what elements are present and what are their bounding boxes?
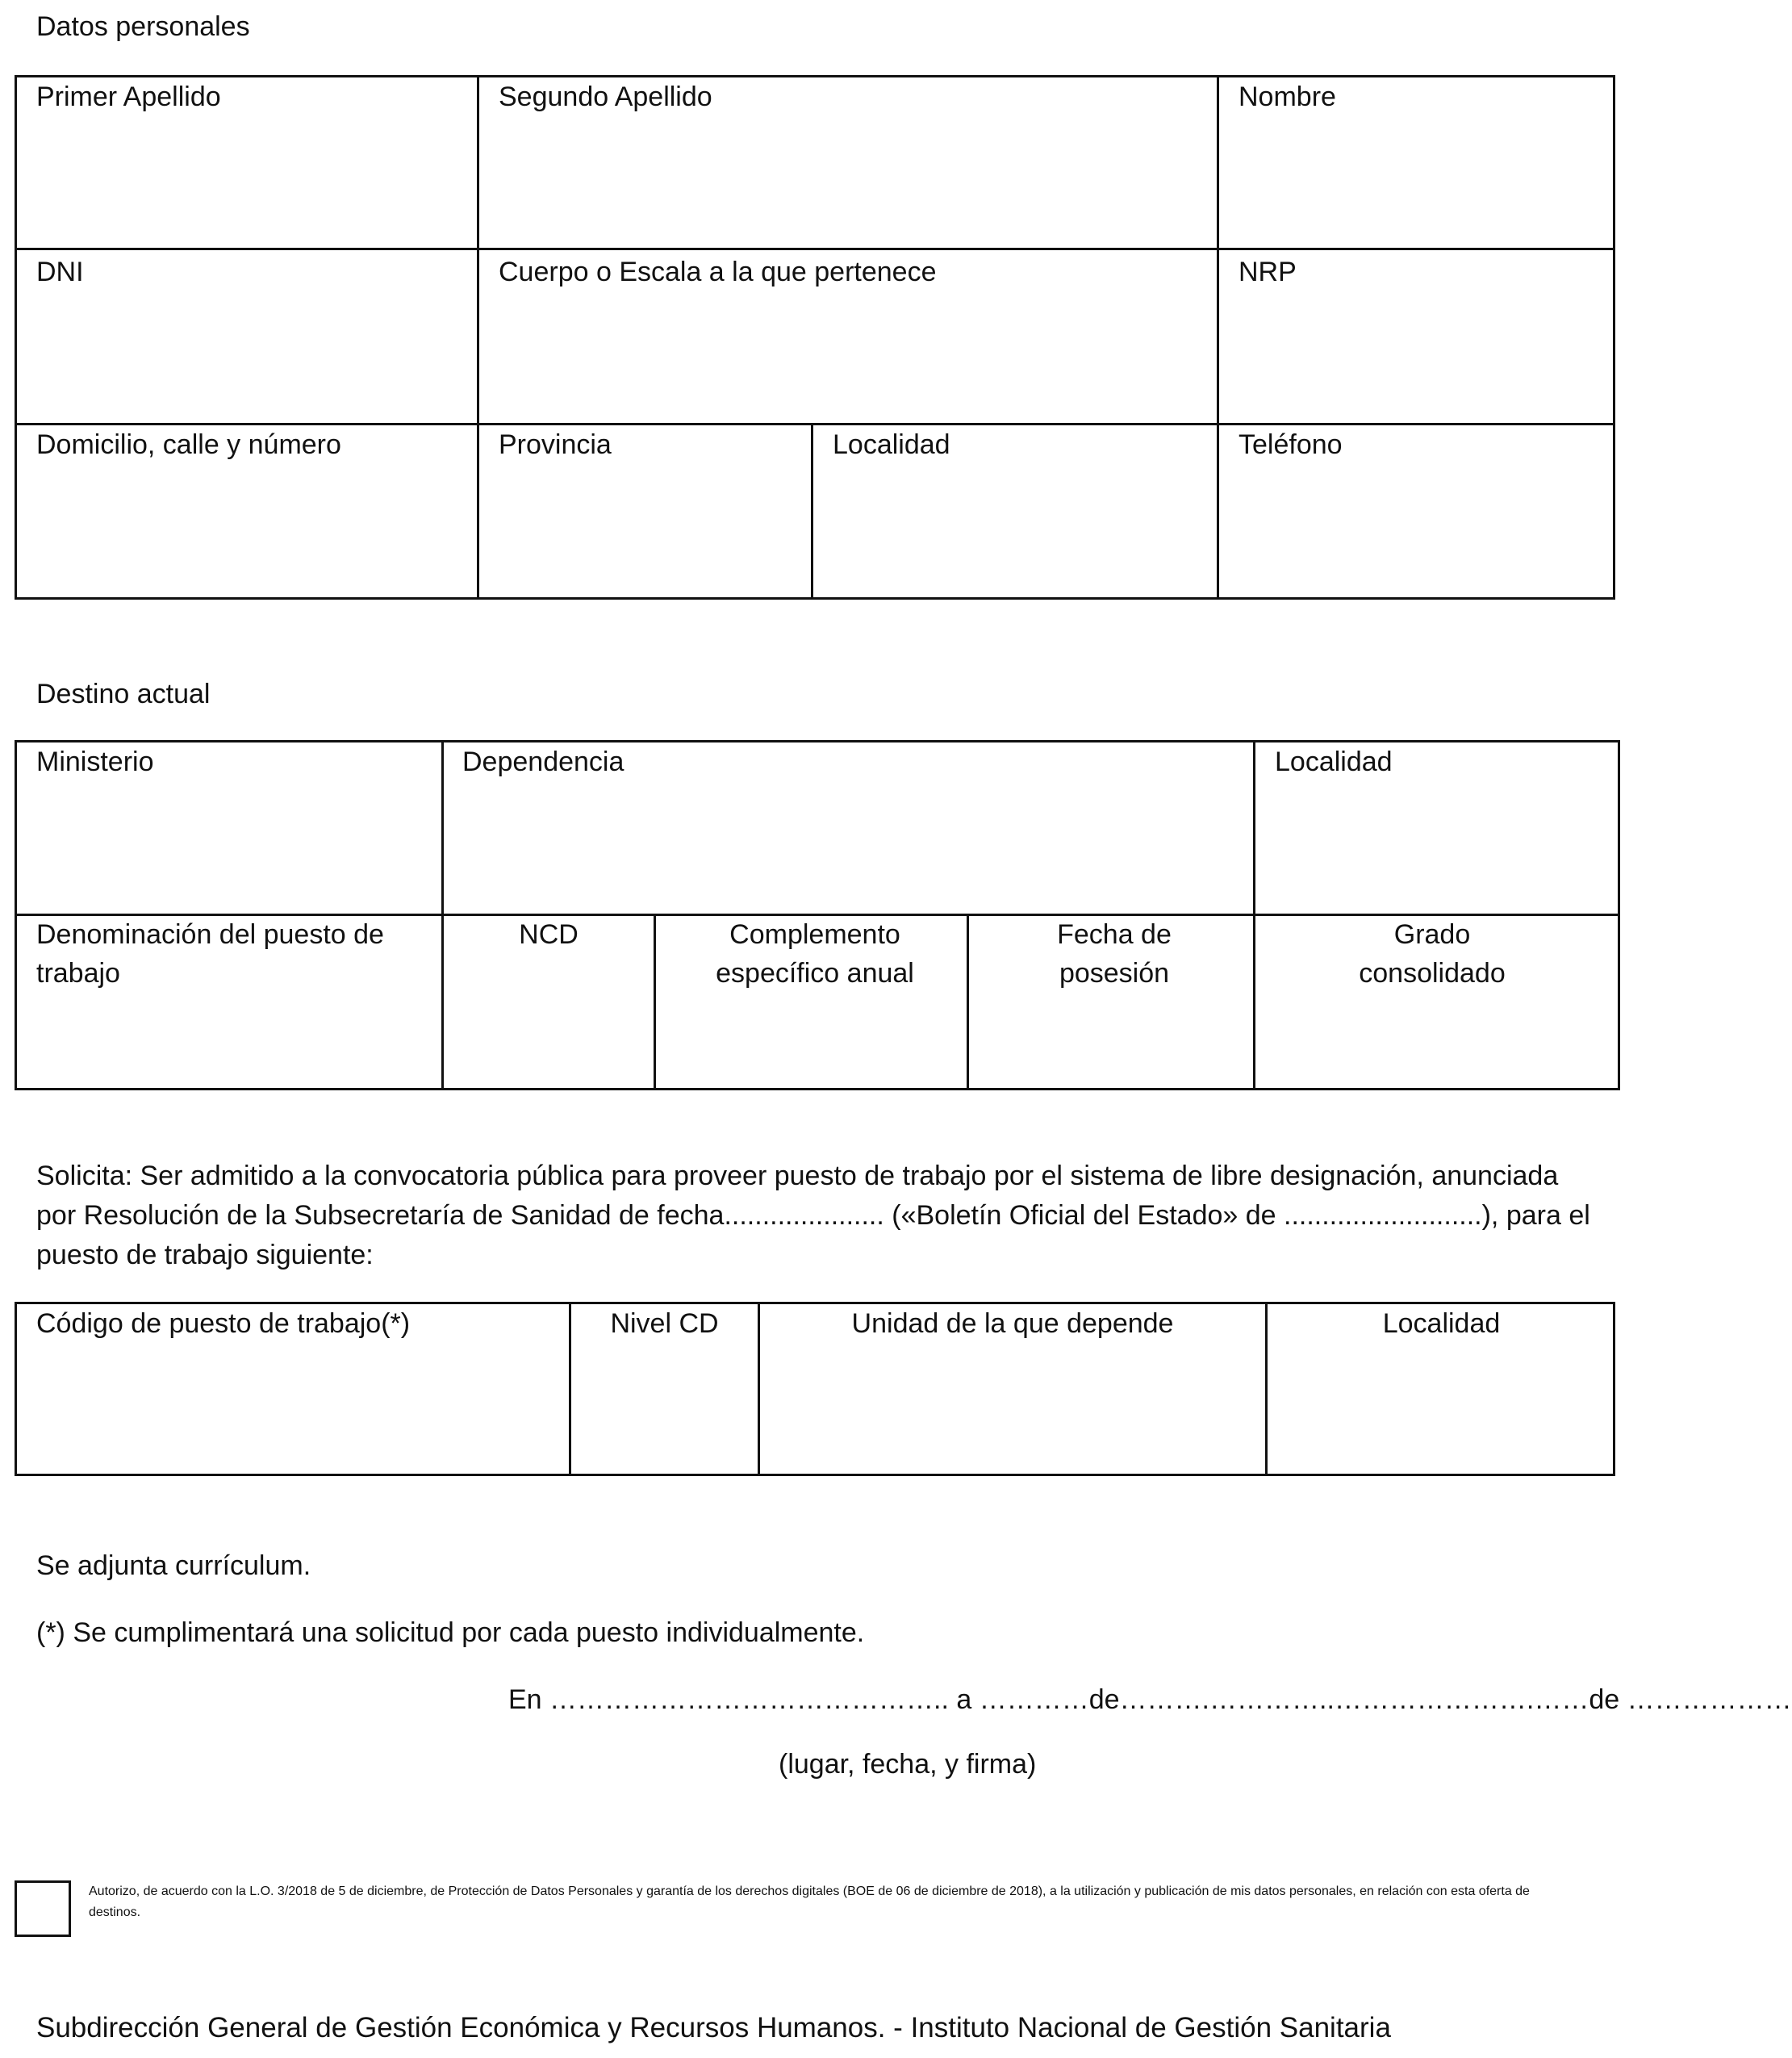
label-current-locality: Localidad (1275, 747, 1393, 777)
label-corps: Cuerpo o Escala a la que pertenece (499, 257, 937, 287)
label-phone: Teléfono (1239, 429, 1343, 460)
label-locality: Localidad (833, 429, 950, 460)
label-possession-date: Fecha de posesión (1057, 919, 1172, 989)
label-second-surname: Segundo Apellido (499, 82, 712, 112)
note-cv: Se adjunta currículum. (36, 1550, 311, 1581)
label-ncd: NCD (519, 919, 579, 950)
section-title-current: Destino actual (36, 679, 211, 709)
divider (967, 914, 969, 1090)
label-dependency: Dependencia (462, 747, 624, 777)
consent-checkbox[interactable] (15, 1880, 71, 1937)
label-dni: DNI (36, 257, 84, 287)
label-post-name: Denominación del puesto de trabajo (36, 919, 384, 989)
signature-caption: (lugar, fecha, y firma) (779, 1749, 1037, 1780)
personal-data-table (15, 75, 1615, 600)
label-unit: Unidad de la que depende (851, 1308, 1174, 1339)
note-asterisk: (*) Se cumplimentará una solicitud por cada puesto individualmente. (36, 1617, 865, 1648)
divider (811, 423, 813, 600)
label-requested-locality: Localidad (1382, 1308, 1501, 1339)
section-title-personal: Datos personales (36, 11, 250, 42)
divider (15, 248, 1615, 250)
divider (1217, 75, 1219, 600)
divider (477, 75, 479, 600)
label-province: Provincia (499, 429, 612, 460)
label-name: Nombre (1239, 82, 1336, 112)
label-nrp: NRP (1239, 257, 1297, 287)
footer-institution: Subdirección General de Gestión Económica y Recursos Humanos. - Instituto Nacional de Gestión Sanitaria (36, 2012, 1391, 2043)
divider (1253, 740, 1255, 1090)
label-post-code: Código de puesto de trabajo(*) (36, 1308, 411, 1339)
consent-text: Autorizo, de acuerdo con la L.O. 3/2018 de 5 de diciembre, de Protección de Datos Personales y garantía de los derechos digitales (BOE de 06 de diciembre de 2018), a la utilización y publicación de mis datos personales, en relación con esta oferta de destinos. (89, 1884, 1530, 1919)
request-paragraph: Solicita: Ser admitido a la convocatoria pública para proveer puesto de trabajo por el sistema de libre designación, anunciada por Resolución de la Subsecretaría de Sanidad de fecha..................... («Boletín Oficial del Estado» de ..........................), para el puesto de trabajo siguiente: (36, 1161, 1590, 1270)
divider (654, 914, 656, 1090)
label-level-cd: Nivel CD (610, 1308, 719, 1339)
label-complement: Complemento específico anual (716, 919, 914, 989)
label-grade: Grado consolidado (1359, 919, 1506, 989)
label-first-surname: Primer Apellido (36, 82, 221, 112)
label-ministry: Ministerio (36, 747, 154, 777)
place-date-line: En …………………………………….. a …………de……….…………..………………….……de ……………… (508, 1684, 1792, 1715)
label-address: Domicilio, calle y número (36, 429, 341, 460)
